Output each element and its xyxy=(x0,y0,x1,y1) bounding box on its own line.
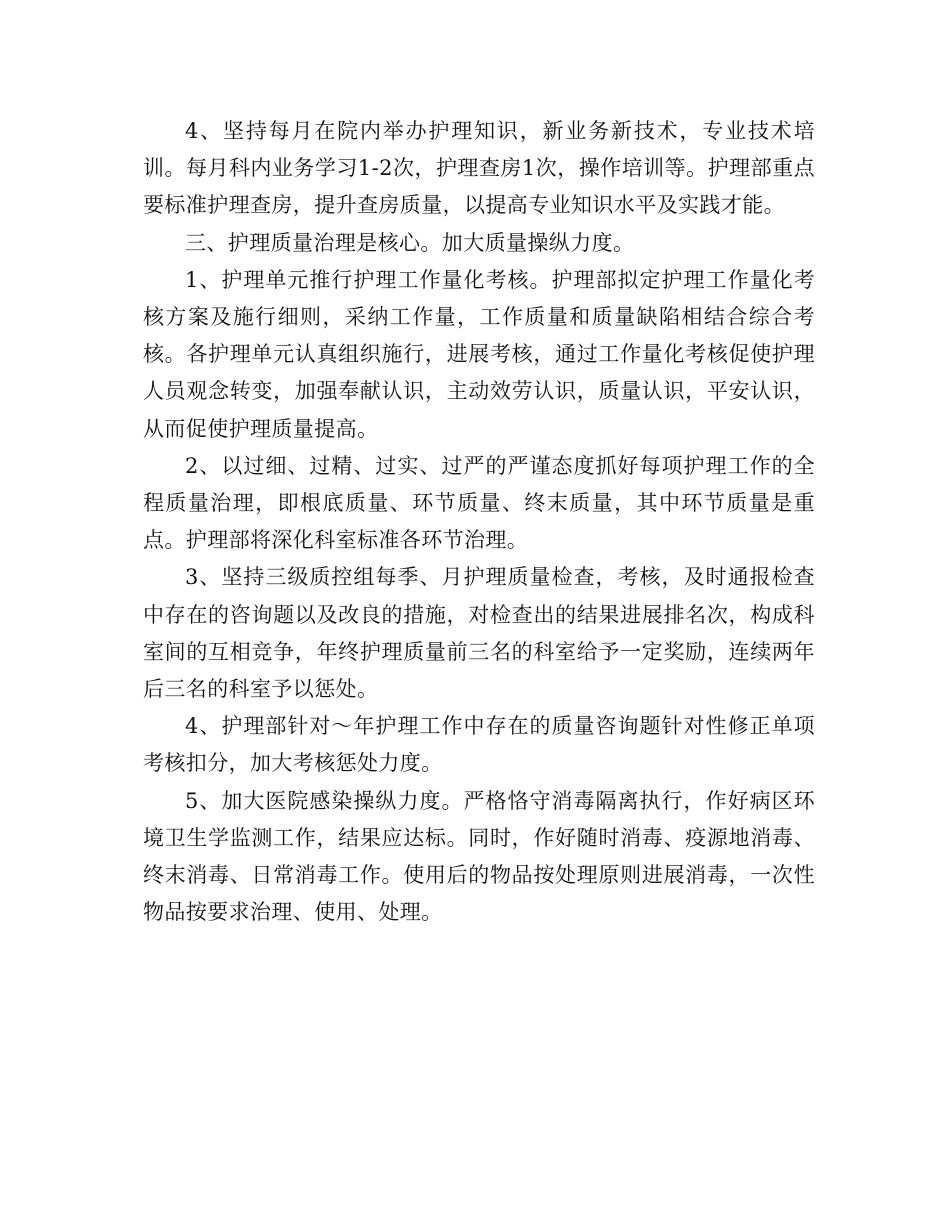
paragraph-workload-assessment: 1、护理单元推行护理工作量化考核。护理部拟定护理工作量化考核方案及施行细则，采纳工作量，工作质量和质量缺陷相结合综合考核。各护理单元认真组织施行，进展考核，通过工作量化考核促使护理人员观念转变，加强奉献认识，主动效劳认识，质量认识，平安认识，从而促使护理质量提高。 xyxy=(143,267,815,441)
document-body xyxy=(143,113,815,931)
section-heading-quality: 三、护理质量治理是核心。加大质量操纵力度。 xyxy=(185,230,635,255)
paragraph-process-quality: 2、以过细、过精、过实、过严的严谨态度抓好每项护理工作的全程质量治理，即根底质量、环节质量、终末质量，其中环节质量是重点。护理部将深化科室标准各环节治理。 xyxy=(143,453,815,553)
paragraph-training: 4、坚持每月在院内举办护理知识，新业务新技术，专业技术培训。每月科内业务学习1-2次，护理查房1次，操作培训等。护理部重点要标准护理查房，提升查房质量，以提高专业知识水平及实践才能。 xyxy=(143,119,815,218)
paragraph-assessment-penalty: 4、护理部针对～年护理工作中存在的质量咨询题针对性修正单项考核扣分，加大考核惩处力度。 xyxy=(143,714,815,776)
paragraph-infection-control: 5、加大医院感染操纵力度。严格恪守消毒隔离执行，作好病区环境卫生学监测工作，结果应达标。同时，作好随时消毒、疫源地消毒、终末消毒、日常消毒工作。使用后的物品按处理原则进展消毒，一次性物品按要求治理、使用、处理。 xyxy=(143,788,815,925)
paragraph-quality-inspection: 3、坚持三级质控组每季、月护理质量检查，考核，及时通报检查中存在的咨询题以及改良的措施，对检查出的结果进展排名次，构成科室间的互相竞争，年终护理质量前三名的科室给予一定奖励，连续两年后三名的科室予以惩处。 xyxy=(143,565,815,702)
